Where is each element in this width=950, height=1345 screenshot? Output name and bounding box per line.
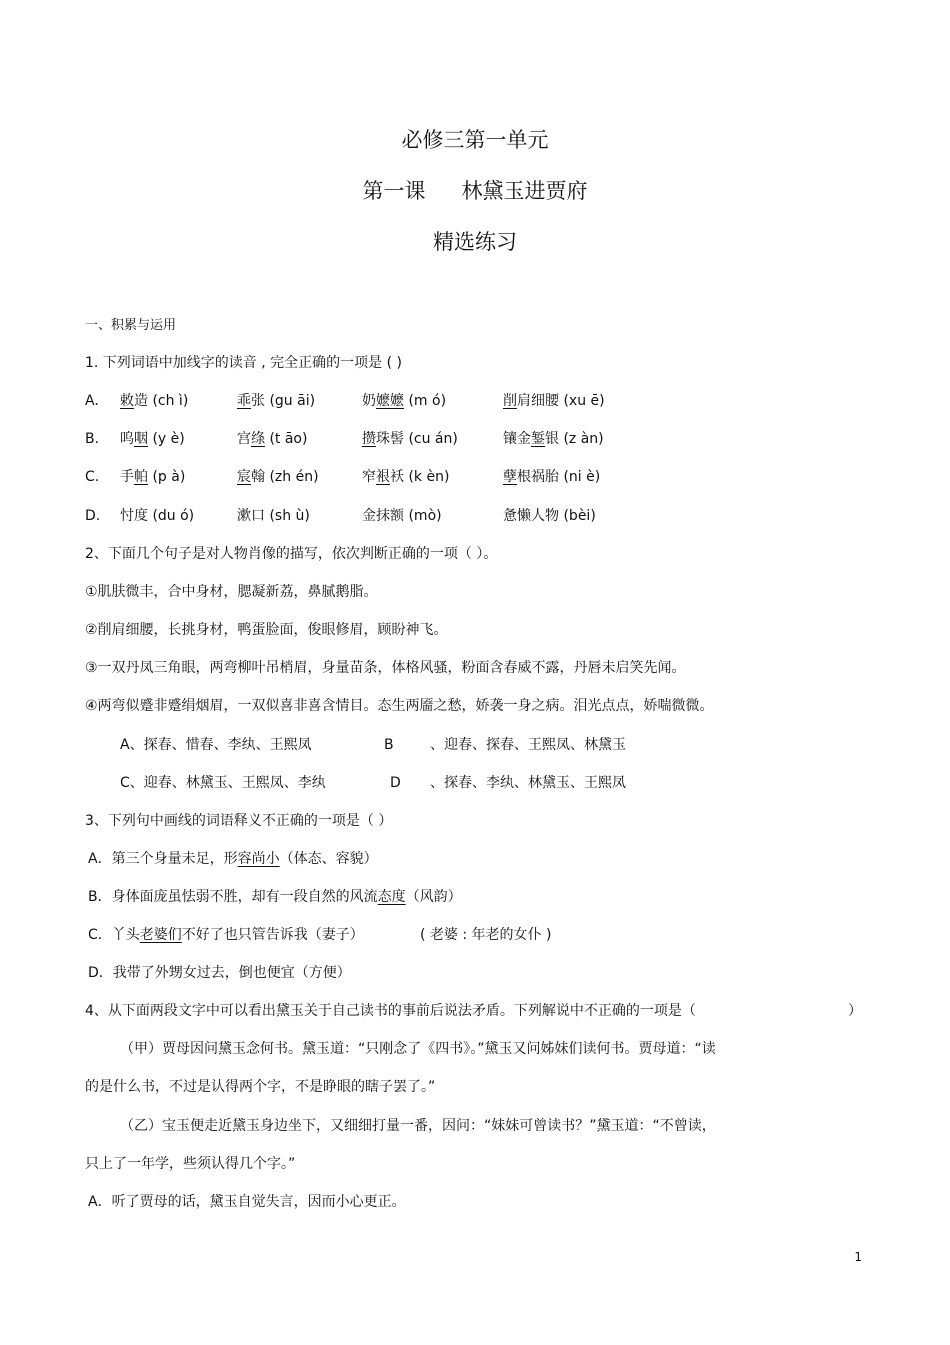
q1-item: 手帕 (p à) [120,469,186,485]
q1-item: 宸翰 (zh én) [237,469,319,485]
q2-option-a: A、探春、惜春、李纨、王熙凤 [120,737,312,753]
q4-option-a: A．听了贾母的话，黛玉自觉失言，因而小心更正。 [88,1194,406,1210]
question-3-stem: 3、下列句中画线的词语释义不正确的一项是（ ） [85,813,393,829]
q2-sentence: ④两弯似蹙非蹙绢烟眉，一双似喜非喜含情目。态生两靥之愁，娇袭一身之病。泪光点点，娇喘微微。 [85,698,714,714]
question-4-stem: 4、从下面两段文字中可以看出黛玉关于自己读书的事前后说法矛盾。下列解说中不正确的一项是（ [85,1003,696,1019]
doc-subtitle: 精选练习 [433,230,517,254]
q1-item: 呜咽 (y è) [120,431,185,447]
section-heading: 一、积累与运用 [85,318,177,333]
q1-item: 漱口 (sh ù) [237,508,310,524]
q2-option-b-letter: B [384,737,394,753]
q2-sentence: ②削肩细腰，长挑身材，鸭蛋脸面，俊眼修眉，顾盼神飞。 [85,622,448,638]
q1-option-letter: D. [85,508,101,524]
question-1-stem: 1. 下列词语中加线字的读音 , 完全正确的一项是 ( ) [85,355,402,371]
q1-item: 敕造 (ch ì) [120,393,189,409]
q3-option-d: D．我带了外甥女过去，倒也便宜（方便） [88,965,351,981]
q4-passage-jia-cont: 的是什么书，不过是认得两个字，不是睁眼的瞎子罢了。” [85,1079,436,1095]
q1-option-letter: B. [85,431,100,447]
q1-item: 镶金錾银 (z àn) [503,431,604,447]
lesson-title [0,178,950,204]
q1-item: 忖度 (du ó) [120,508,195,524]
q1-option-letter: C. [85,469,100,485]
q2-option-b: 、迎春、探春、王熙凤、林黛玉 [430,737,626,753]
lesson-number: 第一课 [362,179,426,203]
q2-sentence: ①肌肤微丰，合中身材，腮凝新荔，鼻腻鹅脂。 [85,584,378,600]
page-number: 1 [854,1250,862,1264]
lesson-name: 林黛玉进贾府 [461,179,588,203]
question-4-paren-close: ） [848,1003,862,1019]
q2-option-d-letter: D [390,775,401,791]
q1-item: 乖张 (gu āi) [237,393,316,409]
q1-item: 窄裉袄 (k èn) [362,469,450,485]
q1-item: 孽根祸胎 (ni è) [503,469,601,485]
q4-passage-yi: （乙）宝玉便走近黛玉身边坐下，又细细打量一番，因问：“妹妹可曾读书？”黛玉道：“不曾读， [120,1118,716,1134]
q4-passage-yi-cont: 只上了一年学，些须认得几个字。” [85,1156,296,1172]
question-2-stem: 2、下面几个句子是对人物肖像的描写，依次判断正确的一项（ ）。 [85,546,498,562]
q1-item: 攒珠髻 (cu án) [362,431,458,447]
q1-option-letter: A. [85,393,99,409]
q1-item: 奶嬷嬷 (m ó) [362,393,447,409]
q2-option-c: C、迎春、林黛玉、王熙凤、李纨 [120,775,326,791]
q2-option-d: 、探春、李纨、林黛玉、王熙凤 [430,775,626,791]
q2-sentence: ③一双丹凤三角眼，两弯柳叶吊梢眉，身量苗条，体格风骚，粉面含春威不露，丹唇未启笑先闻。 [85,660,686,676]
q1-item: 金抹额 (mò) [362,508,442,524]
q4-passage-jia: （甲）贾母因问黛玉念何书。黛玉道：“只刚念了《四书》。”黛玉又问姊妹们读何书。贾母道：“读 [120,1041,716,1057]
q3-option-c-note: ( 老婆 : 年老的女仆 ) [420,927,552,943]
q1-item: 宫绦 (t āo) [237,431,308,447]
q3-option-b: B．身体面庞虽怯弱不胜，却有一段自然的风流态度（风韵） [88,889,462,905]
q1-item: 削肩细腰 (xu ē) [503,393,605,409]
q3-option-a: A．第三个身量未足，形容尚小（体态、容貌） [88,851,378,867]
doc-title: 必修三第一单元 [401,128,549,152]
q1-item: 惫懒人物 (bèi) [503,508,596,524]
q3-option-c: C．丫头老婆们不好了也只管告诉我（妻子） [88,927,364,943]
